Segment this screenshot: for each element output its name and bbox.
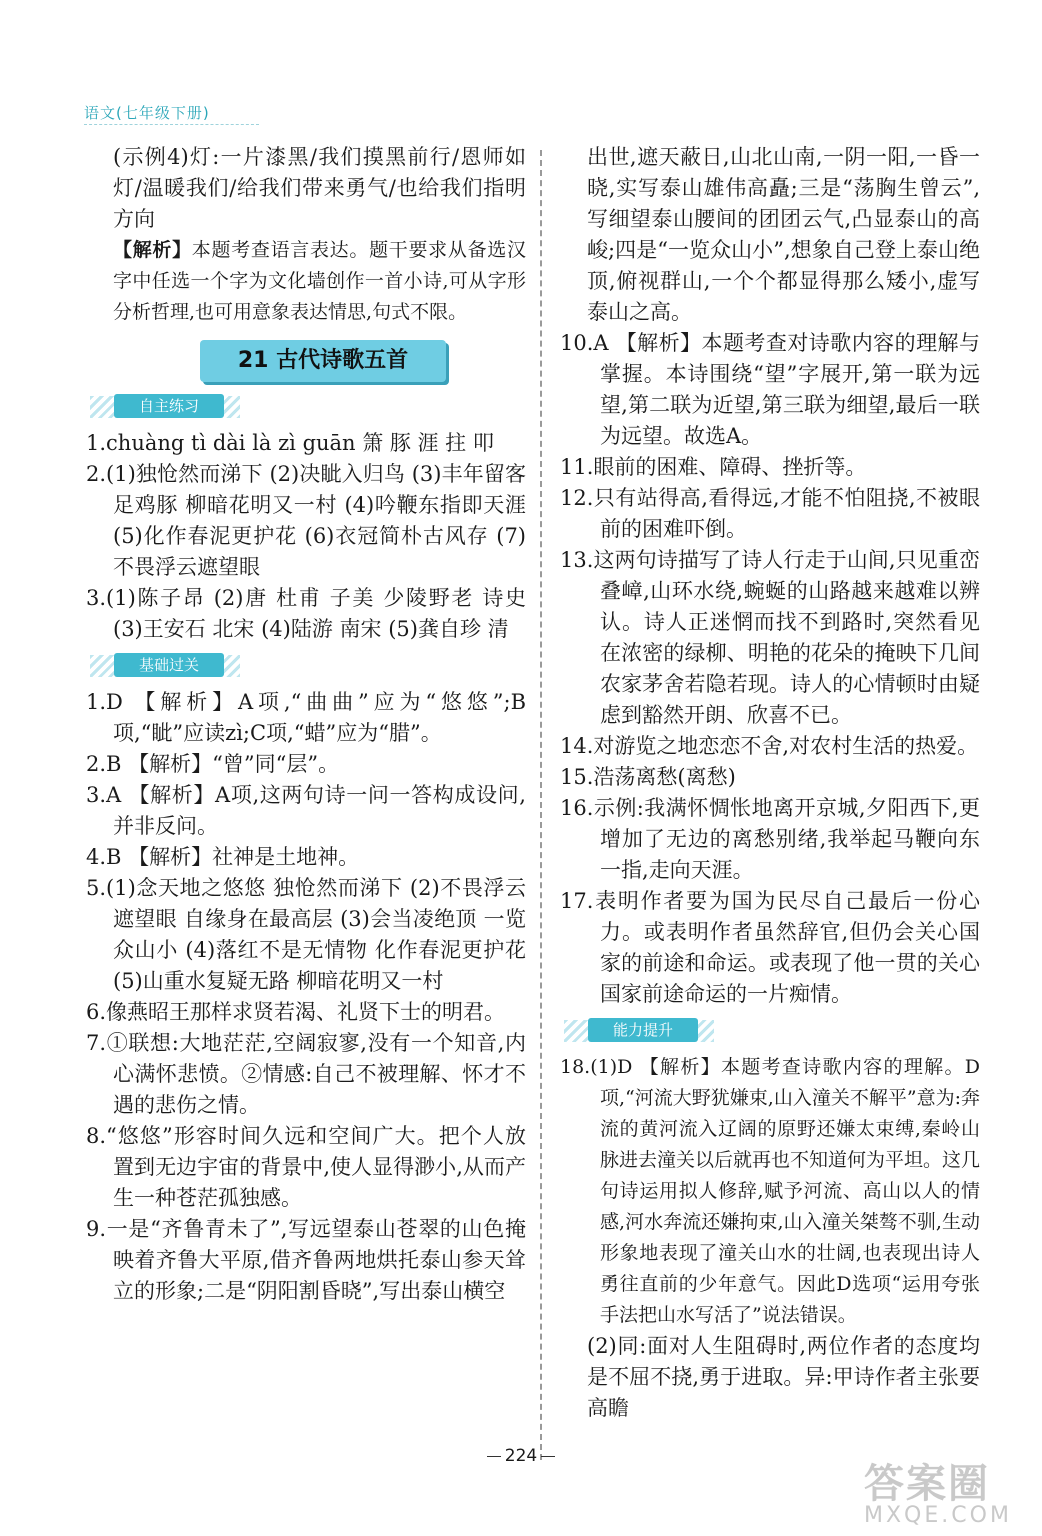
- intro-analysis: [86, 235, 526, 328]
- answer-item: 14.对游览之地恋恋不舍,对农村生活的热爱。: [560, 734, 979, 758]
- intro-text: (示例4)灯:一片漆黑/我们摸黑前行/恩师如灯/温暖我们/给我们带来勇气/也给我们指明方向: [113, 145, 526, 231]
- left-column: [86, 142, 526, 1307]
- column-divider: [540, 150, 542, 1460]
- page-number-value: 224: [504, 1446, 538, 1466]
- answer-item: 7.①联想:大地茫茫,空阔寂寥,没有一个知音,内心满怀悲愤。②情感:自己不被理解、怀才不遇的悲伤之情。: [86, 1031, 526, 1117]
- section-tag-label: 能力提升: [588, 1018, 698, 1042]
- page-number-dash-left: [487, 1456, 501, 1457]
- answer-item: 15.浩荡离愁(离愁): [560, 765, 736, 789]
- site-watermark: [864, 1452, 1024, 1528]
- lesson-title: 21 古代诗歌五首: [200, 340, 446, 382]
- answer-item: 18.(1)D 【解析】本题考查诗歌内容的理解。D项,“河流大野犹嫌束,山入潼关不解平”意为:奔流的黄河流入辽阔的原野还嫌太束缚,秦岭山脉进去潼关以后就再也不知道何为平坦。这几句诗运用拟人修辞,赋予河流、高山以人的情感,河水奔流还嫌拘束,山入潼关桀骜不驯,生动形象地表现了潼关山水的壮阔,也表现出诗人勇往直前的少年意气。因此D选项“运用夸张手法把山水写活了”说法错误。: [560, 1056, 981, 1326]
- answer-item: 4.B 【解析】社神是土地神。: [86, 845, 360, 869]
- answer-item: 2.B 【解析】“曾”同“层”。: [86, 752, 340, 776]
- section-tag-self-practice: [86, 392, 526, 422]
- right-column: [560, 142, 980, 1424]
- section-tag-label: 自主练习: [114, 394, 224, 418]
- answer-item: 1.D 【解析】A项,“曲曲”应为“悠悠”;B项,“眦”应读zì;C项,“蜡”应为“腊”。: [86, 690, 526, 745]
- section-tag-ability: [560, 1016, 980, 1046]
- page-header-subject: 语文(七年级下册): [84, 104, 210, 122]
- page-number-dash-right: [541, 1456, 555, 1457]
- answer-item-part2: (2)同:面对人生阻碍时,两位作者的态度均是不屈不挠,勇于进取。异:甲诗作者主张要高瞻: [587, 1334, 980, 1420]
- answer-item: 12.只有站得高,看得远,才能不怕阻挠,不被眼前的困难吓倒。: [560, 486, 980, 541]
- answer-item: 17.表明作者要为国为民尽自己最后一份心力。或表明作者虽然辞官,但仍会关心国家的前途和命运。或表现了他一贯的关心国家前途命运的一片痴情。: [560, 889, 980, 1006]
- watermark-line2: MXQE.COM: [864, 1503, 1012, 1528]
- answer-item: 13.这两句诗描写了诗人行走于山间,只见重峦叠嶂,山环水绕,蜿蜒的山路越来越难以辨认。诗人正迷惘而找不到路时,突然看见在浓密的绿柳、明艳的花朵的掩映下几间农家茅舍若隐若现。诗人的心情顿时由疑虑到豁然开朗、欣喜不已。: [560, 548, 980, 727]
- answer-item: 3.(1)陈子昂 (2)唐 杜甫 子美 少陵野老 诗史 (3)王安石 北宋 (4)陆游 南宋 (5)龚自珍 清: [86, 586, 526, 641]
- answer-item: 6.像燕昭王那样求贤若渴、礼贤下士的明君。: [86, 1000, 506, 1024]
- section-tag-label: 基础过关: [114, 653, 224, 677]
- answer-item: 3.A 【解析】A项,这两句诗一问一答构成设问,并非反问。: [86, 783, 526, 838]
- analysis-tag: 【解析】: [113, 239, 192, 261]
- section-tag-basics: [86, 651, 526, 681]
- answer-item: 8.“悠悠”形容时间久远和空间广大。把个人放置到无边宇宙的背景中,使人显得渺小,从而产生一种苍茫孤独感。: [86, 1124, 526, 1210]
- answer-item: 10.A 【解析】本题考查对诗歌内容的理解与掌握。本诗围绕“望”字展开,第一联为远望,第二联为近望,第三联为细望,最后一联为远望。故选A。: [560, 331, 980, 448]
- analysis-body: 本题考查语言表达。题干要求从备选汉字中任选一个字为文化墙创作一首小诗,可从字形分析哲理,也可用意象表达情思,句式不限。: [113, 239, 526, 323]
- answer-item: 2.(1)独怆然而涕下 (2)决眦入归鸟 (3)丰年留客足鸡豚 柳暗花明又一村 (4)吟鞭东指即天涯 (5)化作春泥更护花 (6)衣冠简朴古风存 (7)不畏浮云遮望眼: [86, 462, 526, 579]
- answer-continuation: 出世,遮天蔽日,山北山南,一阴一阳,一昏一晓,实写泰山雄伟高矗;三是“荡胸生曾云”,写细望泰山腰间的团团云气,凸显泰山的高峻;四是“一览众山小”,想象自己登上泰山绝顶,俯视群山,一个个都显得那么矮小,虚写泰山之高。: [587, 145, 980, 324]
- answer-item: 9.一是“齐鲁青未了”,写远望泰山苍翠的山色掩映着齐鲁大平原,借齐鲁两地烘托泰山参天耸立的形象;二是“阴阳割昏晓”,写出泰山横空: [86, 1217, 526, 1303]
- header-rule: [84, 124, 259, 125]
- answer-item: 11.眼前的困难、障碍、挫折等。: [560, 455, 867, 479]
- answer-item: 16.示例:我满怀惆怅地离开京城,夕阳西下,更增加了无边的离愁别绪,我举起马鞭向东一指,走向天涯。: [560, 796, 980, 882]
- answer-item: 5.(1)念天地之悠悠 独怆然而涕下 (2)不畏浮云遮望眼 自缘身在最高层 (3)会当凌绝顶 一览众山小 (4)落红不是无情物 化作春泥更护花 (5)山重水复疑无路 柳暗花明又一村: [86, 876, 526, 993]
- watermark-line1: 答案圈: [864, 1461, 990, 1507]
- answer-item: 1.chuàng tì dài là zì guān 箫 豚 涯 拄 叩: [86, 431, 494, 455]
